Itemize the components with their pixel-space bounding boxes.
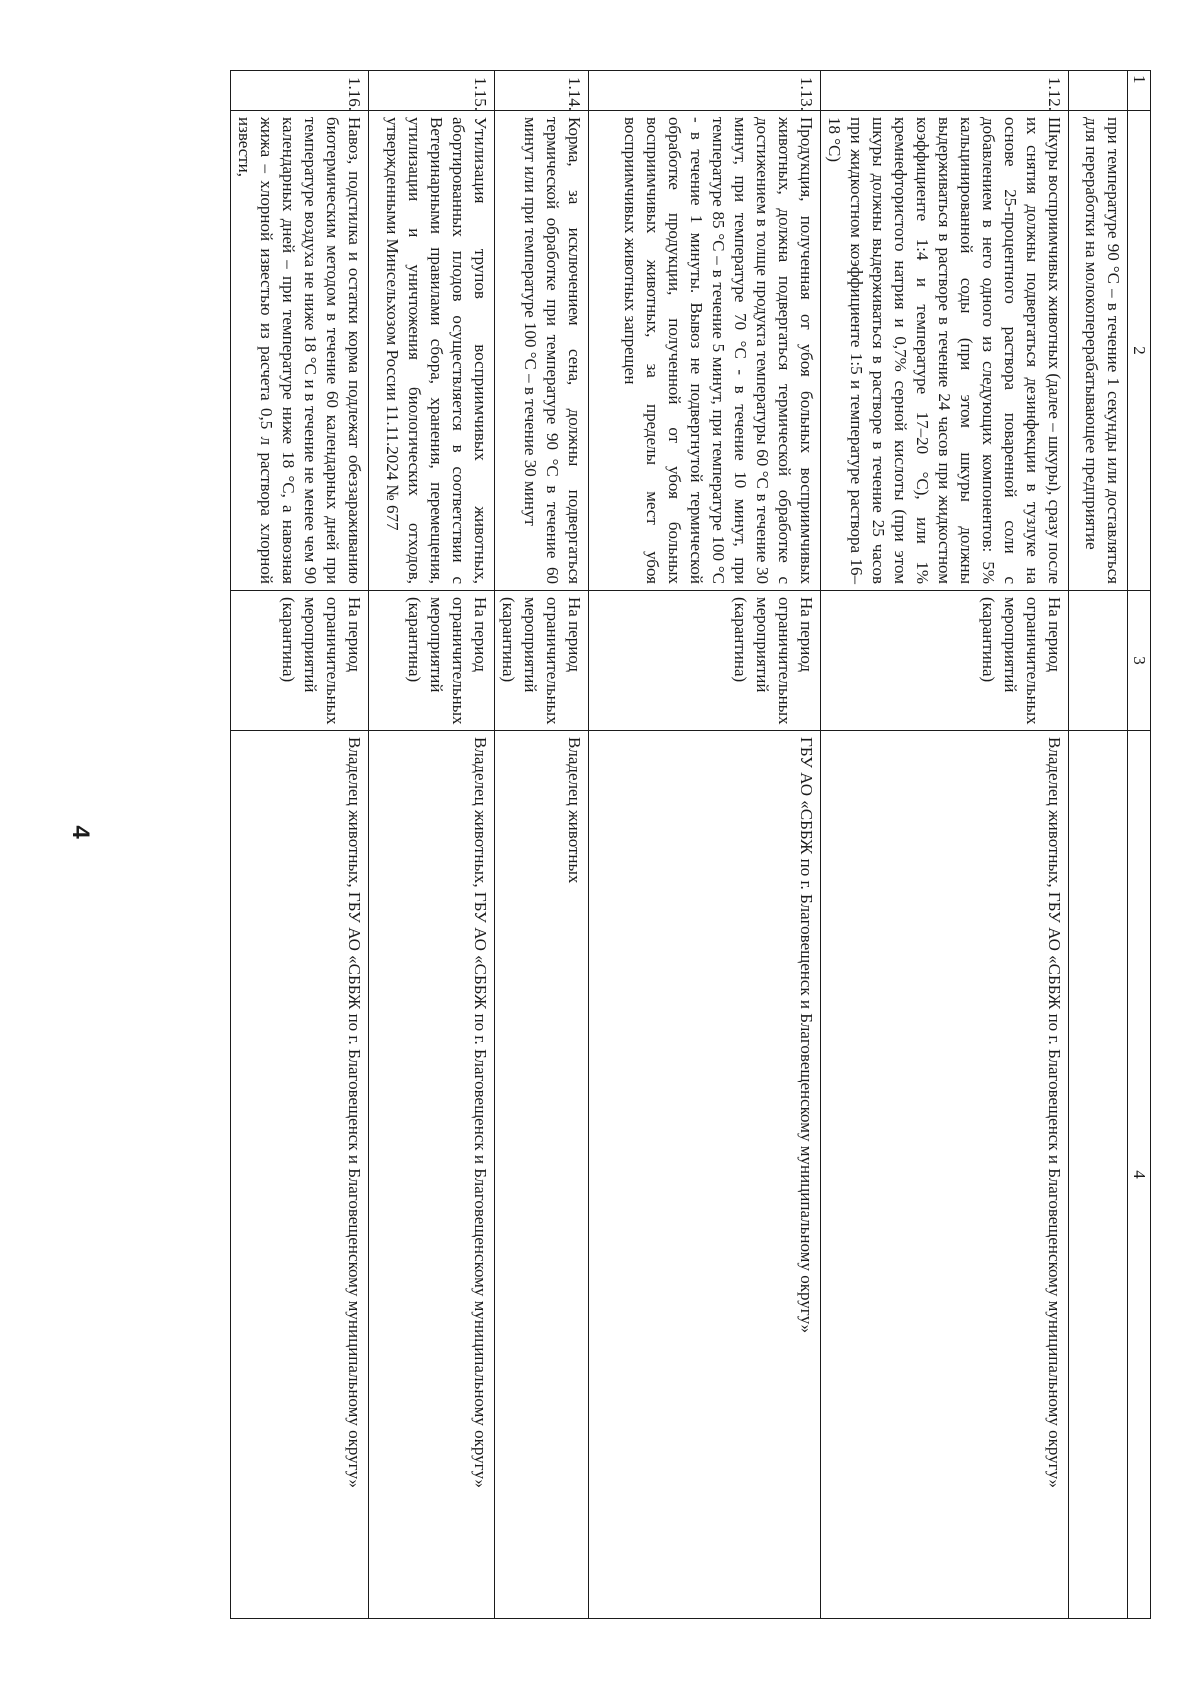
- column-header-1: 1: [1128, 71, 1151, 111]
- responsible-text: ГБУ АО «СББЖ по г. Благовещенск и Благовещенскому муниципальному округу»: [589, 731, 821, 1619]
- measure-text: Шкуры восприимчивых животных (далее – шкуры), сразу после их снятия должны подвергаться дезинфекции в тузлуке на основе 25-процентного раствора поваренной соли с добавлением в него одного из следующих компонентов: 5% кальцинированной соды (при этом шкуры должны выдерживаться в растворе в течение 24 часов при жидкостном коэффициенте 1:4 и температуре 17–20 °C), или 1% кремнефтористого натрия и 0,7% серной кислоты (при этом шкуры должны выдерживаться в растворе в течение 25 часов при жидкостном коэффициенте 1:5 и температуре раствора 16–18 °C): [821, 111, 1069, 591]
- table-row: [821, 71, 1069, 1619]
- measure-text: Навоз, подстилка и остатки корма подлежат обеззараживанию биотермическим методом в течение 60 календарных дней при температуре воздуха не ниже 18 °C и в течение не менее чем 90 календарных дней – при температуре ниже 18 °C, а навозная жижа – хлорной известью из расчета 0,5 л раствора хлорной извести,: [231, 111, 369, 591]
- table-row: [495, 71, 589, 1619]
- period-text: На период ограничительных мероприятий (карантина): [495, 591, 589, 731]
- column-header-3: 3: [1128, 591, 1151, 731]
- measure-text: Продукция, полученная от убоя больных восприимчивых животных, должна подвергаться термической обработке с достижением в толще продукта температуры 60 °C в течение 30 минут, при температуре 70 °C - в течение 10 минут, при температуре 85 °C – в течение 5 минут, при температуре 100 °C - в течение 1 минуты. Вывоз не подвергнутой термической обработке продукции, полученной от убоя больных восприимчивых животных, за пределы мест убоя восприимчивых животных запрещен: [589, 111, 821, 591]
- table-row: [589, 71, 821, 1619]
- measure-text: Утилизация трупов восприимчивых животных, абортированных плодов осуществляется в соответствии с Ветеринарными правилами сбора, хранения, перемещения, утилизации и уничтожения биологических отходов, утвержденными Минсельхозом России 11.11.2024 № 677: [369, 111, 495, 591]
- row-number: 1.12.: [821, 71, 1069, 111]
- period-text: На период ограничительных мероприятий (карантина): [369, 591, 495, 731]
- responsible-text: Владелец животных, ГБУ АО «СББЖ по г. Благовещенск и Благовещенскому муниципальному округу»: [369, 731, 495, 1619]
- row-number: 1.13.: [589, 71, 821, 111]
- table-header-row: [1128, 71, 1151, 1619]
- responsible-text: Владелец животных, ГБУ АО «СББЖ по г. Благовещенск и Благовещенскому муниципальному округу»: [821, 731, 1069, 1619]
- row-number: 1.14.: [495, 71, 589, 111]
- responsible-text: Владелец животных, ГБУ АО «СББЖ по г. Благовещенск и Благовещенскому муниципальному округу»: [231, 731, 369, 1619]
- responsible-text: [1069, 731, 1128, 1619]
- table-row: [231, 71, 369, 1619]
- table-row: [1069, 71, 1128, 1619]
- column-header-4: 4: [1128, 731, 1151, 1619]
- measure-text: Корма, за исключением сена, должны подвергаться термической обработке при температуре 90 °C в течение 60 минут или при температуре 100 °C – в течение 30 минут: [495, 111, 589, 591]
- table-row: [369, 71, 495, 1619]
- rotated-page-region: [151, 70, 1151, 1618]
- column-header-2: 2: [1128, 111, 1151, 591]
- row-number: [1069, 71, 1128, 111]
- row-number: 1.15.: [369, 71, 495, 111]
- period-text: На период ограничительных мероприятий (карантина): [589, 591, 821, 731]
- rotated-table-wrapper: [151, 70, 1151, 1618]
- period-text: [1069, 591, 1128, 731]
- measures-table: [230, 70, 1151, 1619]
- row-number: 1.16.: [231, 71, 369, 111]
- period-text: На период ограничительных мероприятий (карантина): [821, 591, 1069, 731]
- period-text: На период ограничительных мероприятий (карантина): [231, 591, 369, 731]
- measure-text: при температуре 90 °C – в течение 1 секунды или доставляться для переработки на молокоперерабатывающее предприятие: [1069, 111, 1128, 591]
- responsible-text: Владелец животных: [495, 731, 589, 1619]
- page-number: 4: [67, 825, 94, 839]
